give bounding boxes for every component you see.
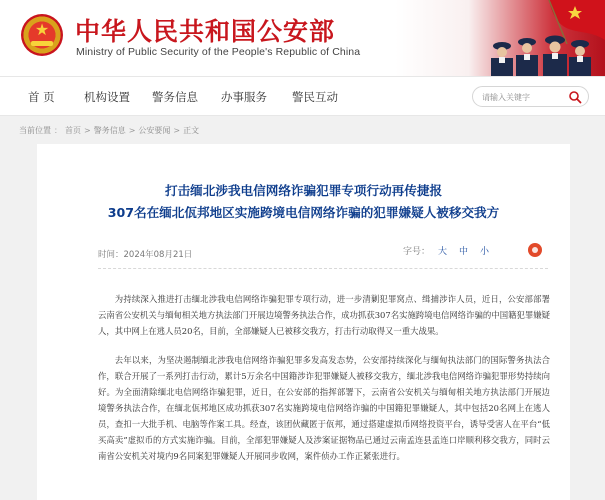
breadcrumb-item-home[interactable]: 首页 bbox=[65, 126, 81, 135]
nav-item-services[interactable]: 办事服务 bbox=[221, 90, 267, 104]
breadcrumb-item-news[interactable]: 公安要闻 bbox=[138, 126, 171, 135]
font-size-switcher bbox=[403, 244, 501, 257]
font-size-large-button[interactable]: 大 bbox=[438, 247, 448, 257]
nav-item-police-info[interactable]: 警务信息 bbox=[152, 90, 198, 104]
search-icon[interactable] bbox=[568, 90, 582, 104]
nav-item-interaction[interactable]: 警民互动 bbox=[292, 90, 338, 104]
main-nav bbox=[0, 76, 605, 116]
font-size-small-button[interactable]: 小 bbox=[480, 247, 490, 257]
font-size-label: 字号： bbox=[403, 247, 431, 257]
site-subtitle: Ministry of Public Security of the People's Republic of China bbox=[76, 46, 361, 58]
breadcrumb-separator: > bbox=[84, 126, 91, 135]
site-title[interactable]: 中华人民共和国公安部 bbox=[75, 17, 336, 46]
font-size-medium-button[interactable]: 中 bbox=[459, 247, 469, 257]
nav-item-home[interactable]: 首 页 bbox=[28, 90, 55, 104]
search-input[interactable] bbox=[482, 90, 560, 104]
divider bbox=[98, 268, 548, 269]
breadcrumb-item-current: 正文 bbox=[183, 126, 200, 135]
nav-item-organization[interactable]: 机构设置 bbox=[84, 90, 130, 104]
breadcrumb-separator: > bbox=[173, 126, 181, 135]
police-officers-image bbox=[477, 26, 597, 76]
breadcrumb-separator: > bbox=[128, 126, 136, 135]
site-header bbox=[0, 0, 605, 76]
national-emblem-icon[interactable]: ★ bbox=[21, 14, 63, 56]
share-icon[interactable] bbox=[528, 243, 542, 257]
breadcrumb-item-police-info[interactable]: 警务信息 bbox=[93, 126, 126, 135]
article-paragraph: 为持续深入推进打击缅北涉我电信网络诈骗犯罪专项行动，进一步清剿犯罪窝点、缉捕涉诈人员，近日，公安部部署云南省公安机关与缅甸相关地方执法部门开展边境警务执法合作，成功抓获307名实施跨境电信网络诈骗的中国籍犯罪嫌疑人，其中网上在逃人员20名，目前，全部嫌疑人已被移交我方，打击行动取得又一重大战果。 bbox=[98, 294, 550, 336]
breadcrumb bbox=[19, 125, 199, 137]
article-paragraph: 去年以来，为坚决遏制缅北涉我电信网络诈骗犯罪多发高发态势，公安部持续深化与缅甸执法部门的国际警务执法合作，联合开展了一系列打击行动，累计5万余名中国籍涉诈犯罪嫌疑人被移交我方，缅北涉我电信网络诈骗犯罪形势持续向好。为全面清除缅北电信网络诈骗犯罪，近日，在公安部的指挥部署下，云南省公安机关与缅甸相关地方执法部门开展边境警务执法合作，在缅北佤邦地区成功抓获307名实施跨境电信网络诈骗的中国籍犯罪嫌疑人，其中包括20名网上在逃人员，查扣一大批手机、电脑等作案工具。经查，该团伙藏匿于佤邦，通过搭建虚拟币网络投资平台，诱导受害人在平台“低买高卖”虚拟币的方式实施诈骗。目前，全部犯罪嫌疑人及涉案证据物品已通过云南孟连县孟连口岸顺利移交我方，同时云南省公安机关对境内9名同案犯罪嫌疑人开展同步收网，案件侦办工作正紧张进行。 bbox=[98, 355, 550, 461]
breadcrumb-separator: ： bbox=[54, 126, 62, 135]
article-date: 时间：2024年08月21日 bbox=[98, 250, 193, 260]
search-box bbox=[472, 86, 589, 107]
article-title-line-1: 打击缅北涉我电信网络诈骗犯罪专项行动再传捷报 bbox=[164, 183, 443, 198]
article-title-line-2: 307名在缅北佤邦地区实施跨境电信网络诈骗的犯罪嫌疑人被移交我方 bbox=[107, 205, 500, 220]
article-panel bbox=[37, 144, 570, 500]
breadcrumb-label: 当前位置 bbox=[19, 126, 51, 135]
